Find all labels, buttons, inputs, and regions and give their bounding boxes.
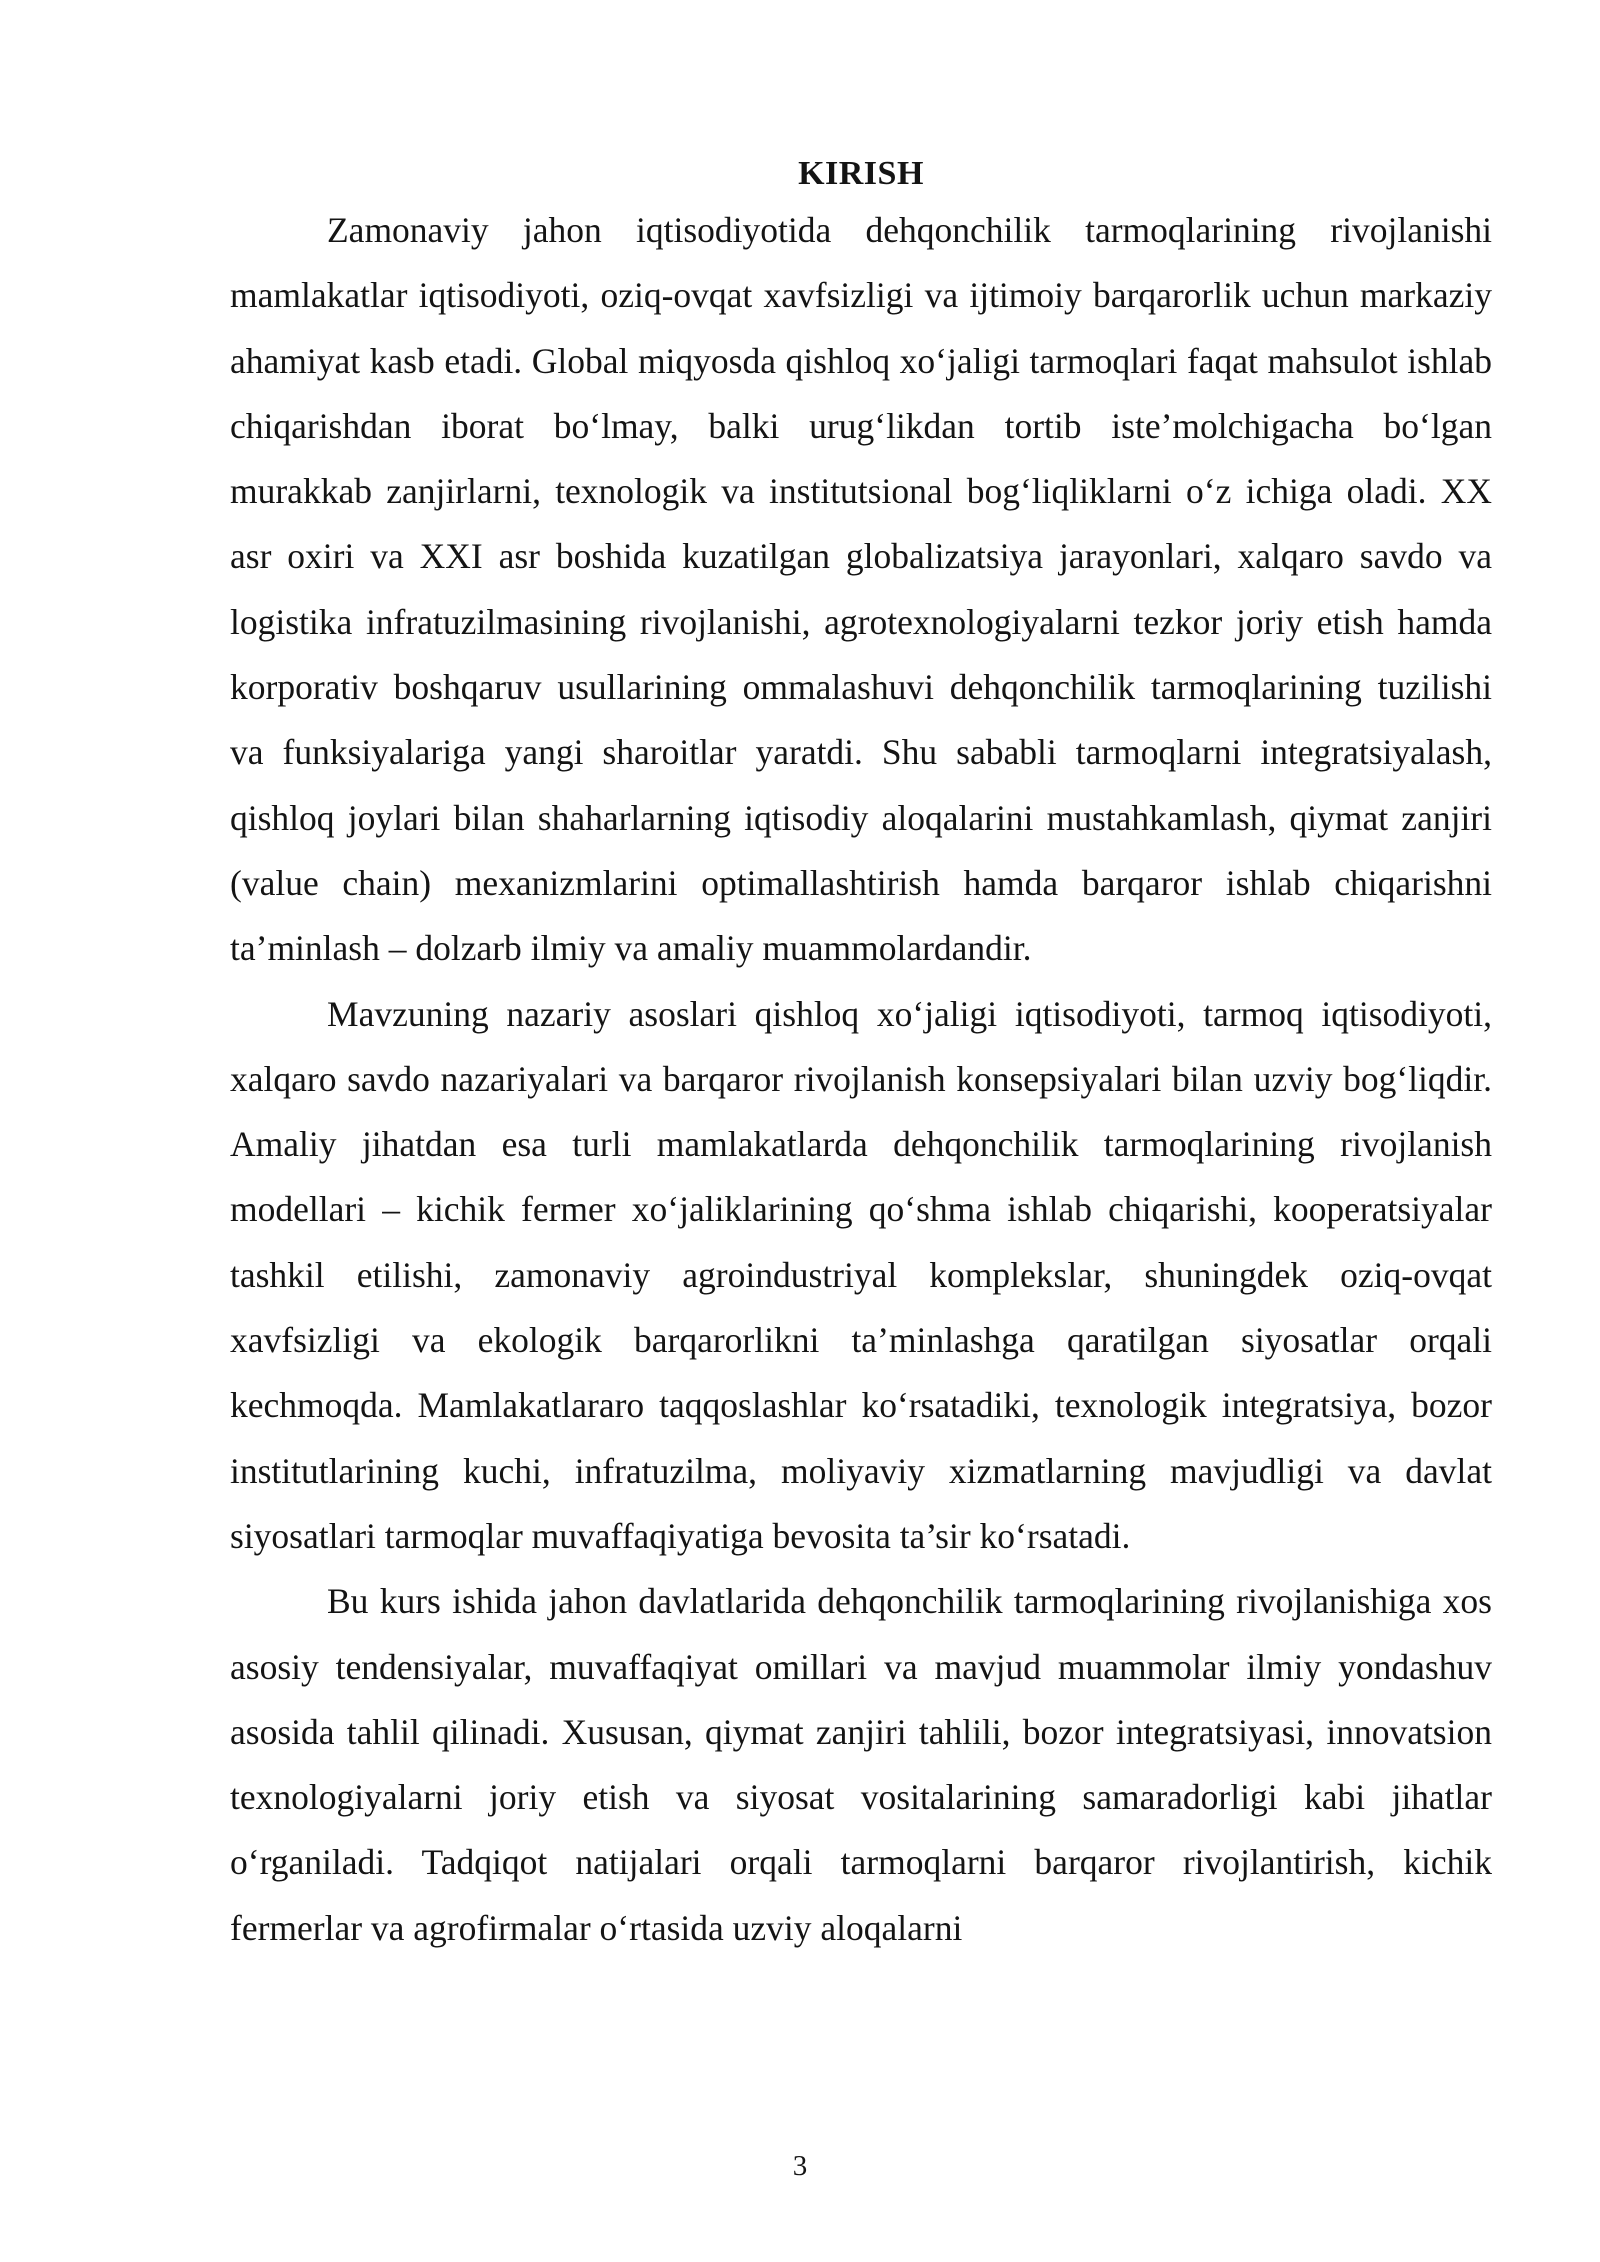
section-heading: KIRISH <box>798 155 924 192</box>
page-content <box>230 150 1492 1961</box>
page-number: 3 <box>792 2150 808 2182</box>
paragraph-2: Mavzuning nazariy asoslari qishloq xo‘jaligi iqtisodiyoti, tarmoq iqtisodiyoti, xalqaro savdo nazariyalari va barqaror rivojlanish konsepsiyalari bilan uzviy bog‘liqdir. Amaliy jihatdan esa turli mamlakatlarda dehqonchilik tarmoqlarining rivojlanish modellari – kichik fermer xo‘jaliklarining qo‘shma ishlab chiqarishi, kooperatsiyalar tashkil etilishi, zamonaviy agroindustriyal komplekslar, shuningdek oziq-ovqat xavfsizligi va ekologik barqarorlikni ta’minlashga qaratilgan siyosatlar orqali kechmoqda. Mamlakatlararo taqqoslashlar ko‘rsatadiki, texnologik integratsiya, bozor institutlarining kuchi, infratuzilma, moliyaviy xizmatlarning mavjudligi va davlat siyosatlari tarmoqlar muvaffaqiyatiga bevosita ta’sir ko‘rsatadi. <box>230 993 1492 1556</box>
paragraph-3: Bu kurs ishida jahon davlatlarida dehqonchilik tarmoqlarining rivojlanishiga xos asosiy tendensiyalar, muvaffaqiyat omillari va mavjud muammolar ilmiy yondashuv asosida tahlil qilinadi. Xususan, qiymat zanjiri tahlili, bozor integratsiyasi, innovatsion texnologiyalarni joriy etish va siyosat vositalarining samaradorligi kabi jihatlar o‘rganiladi. Tadqiqot natijalari orqali tarmoqlarni barqaror rivojlantirish, kichik fermerlar va agrofirmalar o‘rtasida uzviy aloqalarni <box>230 1581 1492 1948</box>
paragraph-1: Zamonaviy jahon iqtisodiyotida dehqonchilik tarmoqlarining rivojlanishi mamlakatlar iqtisodiyoti, oziq-ovqat xavfsizligi va ijtimoiy barqarorlik uchun markaziy ahamiyat kasb etadi. Global miqyosda qishloq xo‘jaligi tarmoqlari faqat mahsulot ishlab chiqarishdan iborat bo‘lmay, balki urug‘likdan tortib iste’molchigacha bo‘lgan murakkab zanjirlarni, texnologik va institutsional bog‘liqliklarni o‘z ichiga oladi. XX asr oxiri va XXI asr boshida kuzatilgan globalizatsiya jarayonlari, xalqaro savdo va logistika infratuzilmasining rivojlanishi, agrotexnologiyalarni tezkor joriy etish hamda korporativ boshqaruv usullarining ommalashuvi dehqonchilik tarmoqlarining tuzilishi va funksiyalariga yangi sharoitlar yaratdi. Shu sababli tarmoqlarni integratsiyalash, qishloq joylari bilan shaharlarning iqtisodiy aloqalarini mustahkamlash, qiymat zanjiri (value chain) mexanizmlarini optimallashtirish hamda barqaror ishlab chiqarishni ta’minlash – dolzarb ilmiy va amaliy muammolardandir. <box>230 210 1492 969</box>
